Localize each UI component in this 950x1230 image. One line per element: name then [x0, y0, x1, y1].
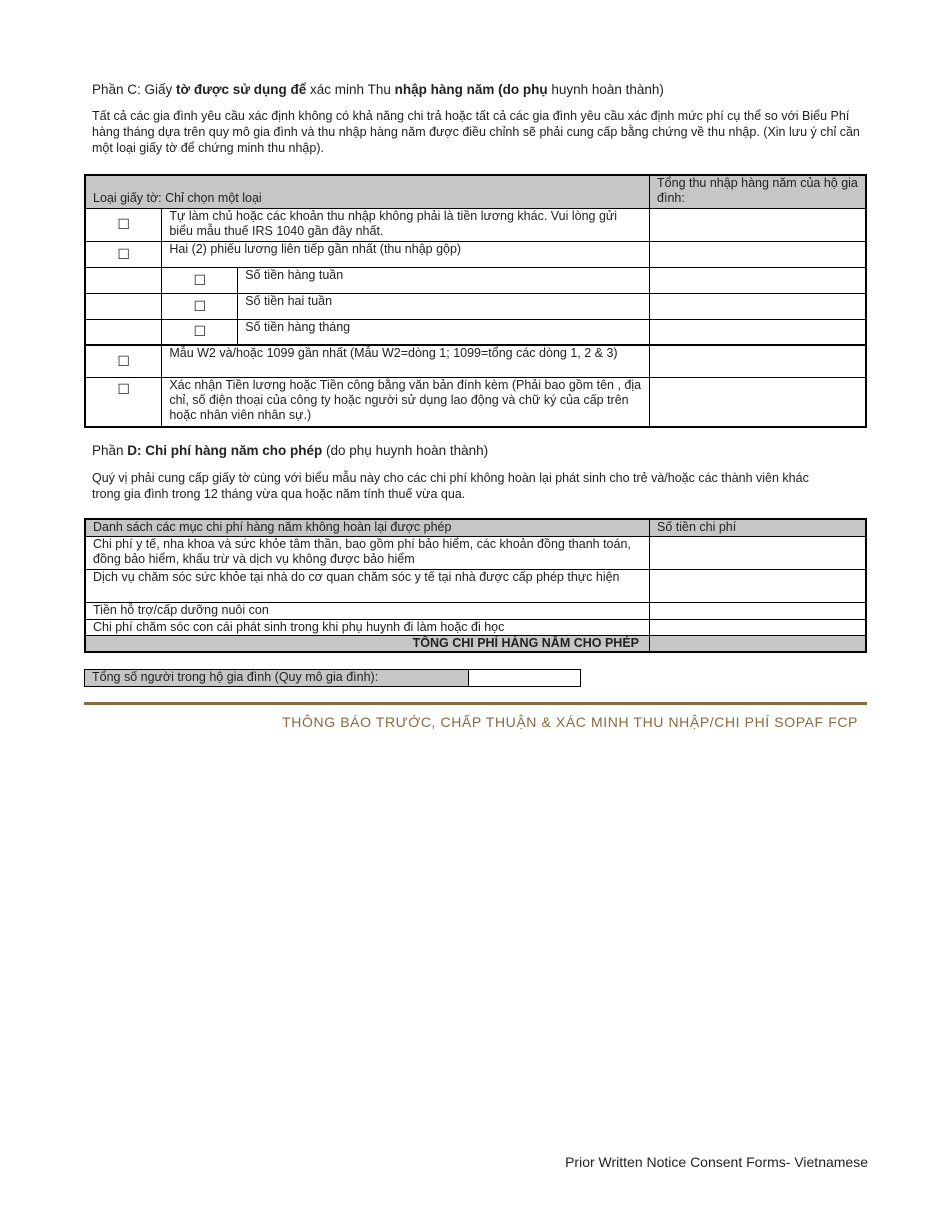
checkbox-weekly[interactable]: ☐: [162, 267, 238, 293]
table-row: [85, 241, 866, 267]
expense-item-home-health: Dịch vụ chăm sóc sức khỏe tại nhà do cơ quan chăm sóc y tế tại nhà được cấp phép thực hiện: [85, 569, 650, 602]
expense-amount-header: Số tiền chi phí: [650, 519, 866, 536]
row-label-biweekly: Số tiền hai tuần: [238, 293, 650, 319]
part-c-heading: [92, 82, 664, 97]
part-d-title-part: (do phụ huynh hoàn thành): [322, 443, 489, 458]
part-c-title-bold: tờ được sử dụng để: [176, 82, 307, 97]
table-row: [85, 619, 866, 635]
expense-amount-cell[interactable]: [650, 619, 866, 635]
row-label-pay-stubs: Hai (2) phiếu lương liên tiếp gần nhất (thu nhập gộp): [162, 241, 650, 267]
table-row: [85, 377, 866, 427]
checkbox-pay-stubs[interactable]: ☐: [85, 241, 162, 267]
expense-item-medical: Chi phí y tế, nha khoa và sức khỏe tâm thần, bao gồm phí bảo hiểm, các khoản đồng thanh toán, đồng bảo hiểm, khấu trừ và dịch vụ không được bảo hiểm: [85, 536, 650, 569]
table-row: [85, 569, 866, 602]
checkbox-biweekly[interactable]: ☐: [162, 293, 238, 319]
expense-amount-cell[interactable]: [650, 536, 866, 569]
expense-item-child-care: Chi phí chăm sóc con cái phát sinh trong khi phụ huynh đi làm hoặc đi học: [85, 619, 650, 635]
row-label-monthly: Số tiền hàng tháng: [238, 319, 650, 345]
income-header: Tổng thu nhập hàng năm của hộ gia đình:: [650, 175, 866, 208]
income-cell[interactable]: [650, 267, 866, 293]
income-documents-table: [84, 174, 867, 428]
doc-type-header: Loại giấy tờ: Chỉ chọn một loại: [85, 175, 650, 208]
household-size-table: [84, 669, 581, 687]
checkbox-verification[interactable]: ☐: [85, 377, 162, 427]
income-cell[interactable]: [650, 345, 866, 377]
total-expenses-cell[interactable]: [650, 635, 866, 652]
table-row: [85, 267, 866, 293]
table-row: [85, 208, 866, 241]
part-c-title-bold: nhập hàng năm (do phụ: [394, 82, 548, 97]
checkbox-self-employed[interactable]: ☐: [85, 208, 162, 241]
empty-cell: [85, 267, 162, 293]
part-c-instructions: Tất cả các gia đình yêu cầu xác định không có khả năng chi trả hoặc tất cả các gia đình yêu cầu xác định mức phí cụ thể so với Biểu Phí hàng tháng dựa trên quy mô gia đình và thu nhập hàng năm được điều chỉnh sẽ phải cung cấp bằng chứng về thu nhập. (Xin lưu ý chỉ cần một loại giấy tờ để chứng minh thu nhập).: [92, 109, 860, 155]
table-row: [85, 635, 866, 652]
expense-amount-cell[interactable]: [650, 569, 866, 602]
table-row: [85, 345, 866, 377]
part-d-title-part: Phần: [92, 443, 128, 458]
part-c-title-part: Phần C: Giấy: [92, 82, 177, 97]
expense-list-header: Danh sách các mục chi phí hàng năm không hoàn lại được phép: [85, 519, 650, 536]
part-d-heading: [92, 443, 488, 458]
part-d-title-bold: D: Chi phí hàng năm cho phép: [127, 443, 323, 458]
income-cell[interactable]: [650, 377, 866, 427]
total-expenses-label: TỔNG CHI PHÍ HÀNG NĂM CHO PHÉP: [85, 635, 650, 652]
row-label-w2: Mẫu W2 và/hoặc 1099 gần nhất (Mẫu W2=dòng 1; 1099=tổng các dòng 1, 2 & 3): [162, 345, 650, 377]
checkbox-w2[interactable]: ☐: [85, 345, 162, 377]
table-row: [85, 602, 866, 619]
expense-item-child-support: Tiền hỗ trợ/cấp dưỡng nuôi con: [85, 602, 650, 619]
income-cell[interactable]: [650, 319, 866, 345]
income-cell[interactable]: [650, 293, 866, 319]
table-row: [85, 293, 866, 319]
income-cell[interactable]: [650, 208, 866, 241]
form-banner-title: THÔNG BÁO TRƯỚC, CHẤP THUẬN & XÁC MINH THU NHẬP/CHI PHÍ SOPAF FCP: [282, 714, 858, 730]
checkbox-monthly[interactable]: ☐: [162, 319, 238, 345]
part-d-instructions: Quý vị phải cung cấp giấy tờ cùng với biểu mẫu này cho các chi phí không hoàn lại phát sinh cho trẻ và/hoặc các thành viên khác trong gia đình trong 12 tháng vừa qua hoặc năm tính thuế vừa qua.: [92, 471, 809, 501]
income-cell[interactable]: [650, 241, 866, 267]
row-label-verification: Xác nhận Tiền lương hoặc Tiền công bằng văn bản đính kèm (Phải bao gồm tên , địa chỉ, số điện thoại của công ty hoặc người sử dụng lao động và chữ ký của cấp trên hoặc nhân viên nhân sự.): [162, 377, 650, 427]
empty-cell: [85, 293, 162, 319]
row-label-self-employed: Tự làm chủ hoặc các khoản thu nhập không phải là tiền lương khác. Vui lòng gửi biểu mẫu thuế IRS 1040 gần đây nhất.: [162, 208, 650, 241]
household-size-label: Tổng số người trong hộ gia đình (Quy mô gia đình):: [85, 670, 469, 687]
table-row: [85, 319, 866, 345]
page-footer: Prior Written Notice Consent Forms- Vietnamese: [565, 1154, 868, 1170]
household-size-field[interactable]: [469, 670, 581, 687]
divider-rule: [84, 702, 867, 705]
expenses-table: [84, 518, 867, 653]
empty-cell: [85, 319, 162, 345]
part-c-title-part: xác minh Thu: [306, 82, 395, 97]
table-row: [85, 536, 866, 569]
expense-amount-cell[interactable]: [650, 602, 866, 619]
part-c-title-part: huynh hoàn thành): [547, 82, 664, 97]
row-label-weekly: Số tiền hàng tuần: [238, 267, 650, 293]
